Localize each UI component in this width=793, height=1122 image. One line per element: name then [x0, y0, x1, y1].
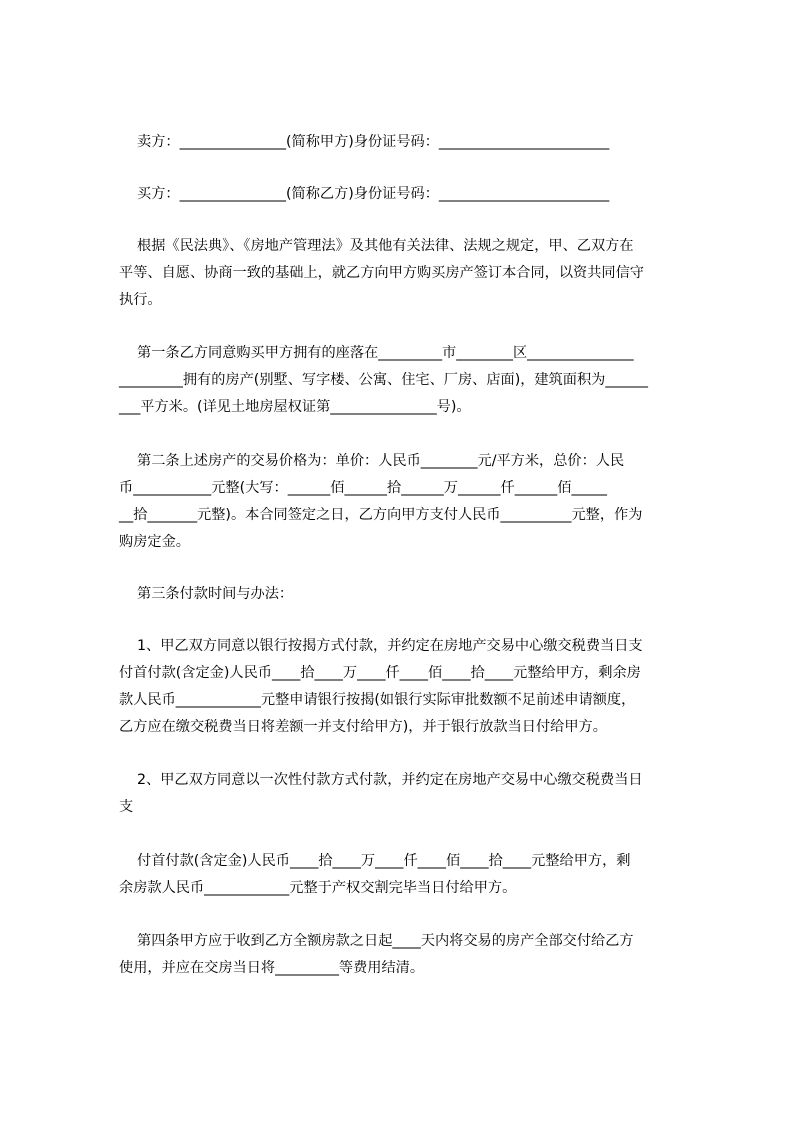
article2-line: 购房定金。	[119, 534, 190, 550]
article3-item2-cont-line: 余房款人民币____________元整于产权交割完毕当日付给甲方。	[119, 880, 517, 896]
article1-line: _________拥有的房产(别墅、写字楼、公寓、住宅、厂房、店面)，建筑面积为______	[119, 372, 648, 388]
article3-item2-cont-line: 付首付款(含定金)人民币____拾____万____仟____佰____拾____元整给甲方，剩	[137, 853, 631, 869]
preamble-line: 执行。	[119, 292, 162, 308]
article2-line: __拾_______元整)。本合同签定之日，乙方向甲方支付人民币__________元整，作为	[119, 507, 643, 523]
article3-item1-line: 乙方应在缴交税费当日将差额一并支付给甲方)，并于银行放款当日付给甲方。	[119, 719, 607, 735]
seller-line: 卖方：_______________(简称甲方)身份证号码：________________________	[137, 134, 610, 150]
article1-line: 第一条乙方同意购买甲方拥有的座落在_________市________区_______________	[137, 345, 634, 361]
article2-line: 第二条上述房产的交易价格为：单价：人民币________元/平方米，总价：人民	[137, 453, 625, 469]
article3-item2-line: 2、甲乙双方同意以一次性付款方式付款，并约定在房地产交易中心缴交税费当日	[137, 772, 643, 788]
buyer-line: 买方：_______________(简称乙方)身份证号码：________________________	[137, 186, 610, 202]
article3-item1-line: 付首付款(含定金)人民币____拾____万____仟____佰____拾____元整给甲方，剩余房	[119, 665, 641, 681]
preamble-line: 平等、自愿、协商一致的基础上，就乙方向甲方购买房产签订本合同，以资共同信守	[119, 265, 644, 281]
article1-line: ___平方米。(详见土地房屋权证第_______________号)。	[119, 399, 471, 415]
article3-title: 第三条付款时间与办法：	[137, 586, 294, 602]
article3-item2-line: 支	[119, 799, 134, 815]
article4-line: 第四条甲方应于收到乙方全额房款之日起____天内将交易的房产全部交付给乙方	[137, 933, 634, 949]
article3-item1-line: 款人民币____________元整申请银行按揭(如银行实际审批数额不足前述申请额度，	[119, 692, 636, 708]
article2-line: 币___________元整(大写：______佰______拾______万______仟______佰_____	[119, 480, 607, 496]
article4-line: 使用，并应在交房当日将_________等费用结清。	[119, 960, 425, 976]
article3-item1-line: 1、甲乙双方同意以银行按揭方式付款，并约定在房地产交易中心缴交税费当日支	[137, 638, 643, 654]
preamble-line: 根据《民法典》、《房地产管理法》及其他有关法律、法规之规定，甲、乙双方在	[137, 238, 634, 254]
